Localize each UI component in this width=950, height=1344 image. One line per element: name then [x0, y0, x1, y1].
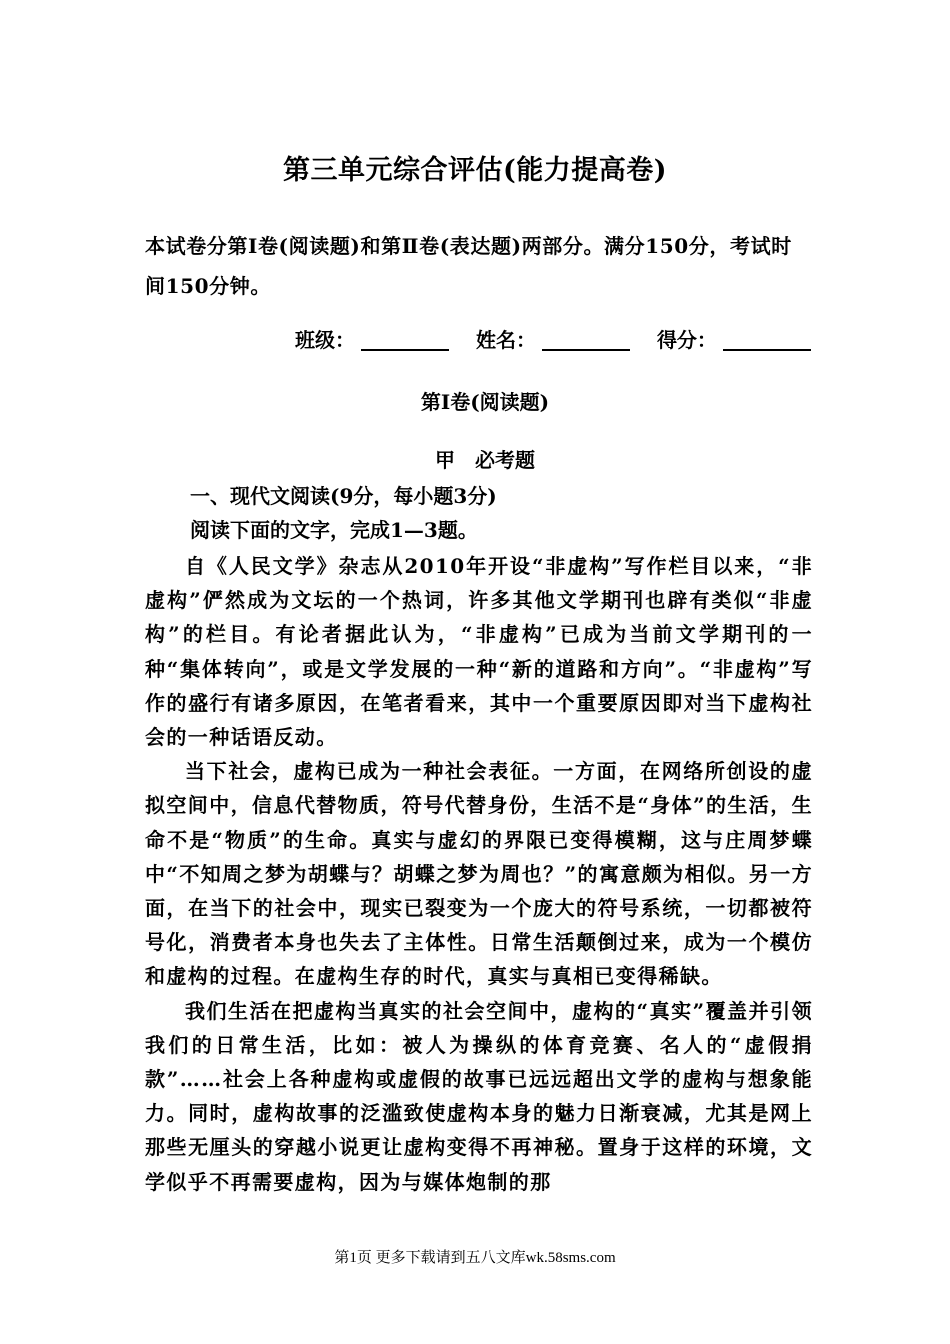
reading-instruction: 阅读下面的文字，完成1—3题。 — [190, 518, 478, 542]
passage-paragraph: 我们生活在把虚构当真实的社会空间中，虚构的“真实”覆盖并引领我们的日常生活，比如：被人为操纵的体育竞赛、名人的“虚假捐款”……社会上各种虚构或虚假的故事已远远超出文学的虚构与想象能力。同时，虚构故事的泛滥致使虚构本身的魅力日渐衰减，尤其是网上那些无厘头的穿越小说更让虚构变得不再神秘。置身于这样的环境，文学似乎不再需要虚构，因为与媒体炮制的那 — [145, 998, 813, 1194]
student-info-fields — [295, 324, 815, 353]
passage-paragraph: 自《人民文学》杂志从2010年开设“非虚构”写作栏目以来，“非虚构”俨然成为文坛的一个热词，许多其他文学期刊也辟有类似“非虚构”的栏目。有论者据此认为，“非虚构”已成为当前文学期刊的一种“集体转向”，或是文学发展的一种“新的道路和方向”。“非虚构”写作的盛行有诸多原因，在笔者看来，其中一个重要原因即对当下虚构社会的一种话语反动。 — [145, 554, 813, 750]
section-heading: 甲 必考题 — [435, 448, 535, 472]
name-field — [476, 324, 630, 353]
passage-paragraph: 当下社会，虚构已成为一种社会表征。一方面，在网络所创设的虚拟空间中，信息代替物质，符号代替身份，生活不是“身体”的生活，生命不是“物质”的生命。真实与虚幻的界限已变得模糊，这与庄周梦蝶中“不知周之梦为胡蝶与？胡蝶之梦为周也？”的寓意颇为相似。另一方面，在当下的社会中，现实已裂变为一个庞大的符号系统，一切都被符号化，消费者本身也失去了主体性。日常生活颠倒过来，成为一个模仿和虚构的过程。在虚构生存的时代，真实与真相已变得稀缺。 — [145, 759, 813, 989]
class-label: 班级： — [295, 328, 355, 352]
name-blank — [542, 329, 630, 351]
class-blank — [361, 329, 449, 351]
reading-passage — [145, 549, 813, 1199]
page-title: 第三单元综合评估(能力提高卷) — [282, 155, 668, 186]
name-label: 姓名： — [475, 328, 536, 352]
score-blank — [723, 329, 811, 351]
page-footer: 第1页 更多下载请到五八文库wk.58sms.com — [334, 1250, 616, 1266]
class-field — [295, 324, 449, 353]
score-label: 得分： — [656, 328, 717, 352]
exam-intro: 本试卷分第Ⅰ卷(阅读题)和第Ⅱ卷(表达题)两部分。满分150分，考试时间150分钟。 — [145, 234, 792, 298]
question-heading: 一、现代文阅读(9分，每小题3分) — [190, 484, 497, 508]
score-field — [657, 324, 811, 353]
part-heading: 第Ⅰ卷(阅读题) — [420, 390, 550, 414]
